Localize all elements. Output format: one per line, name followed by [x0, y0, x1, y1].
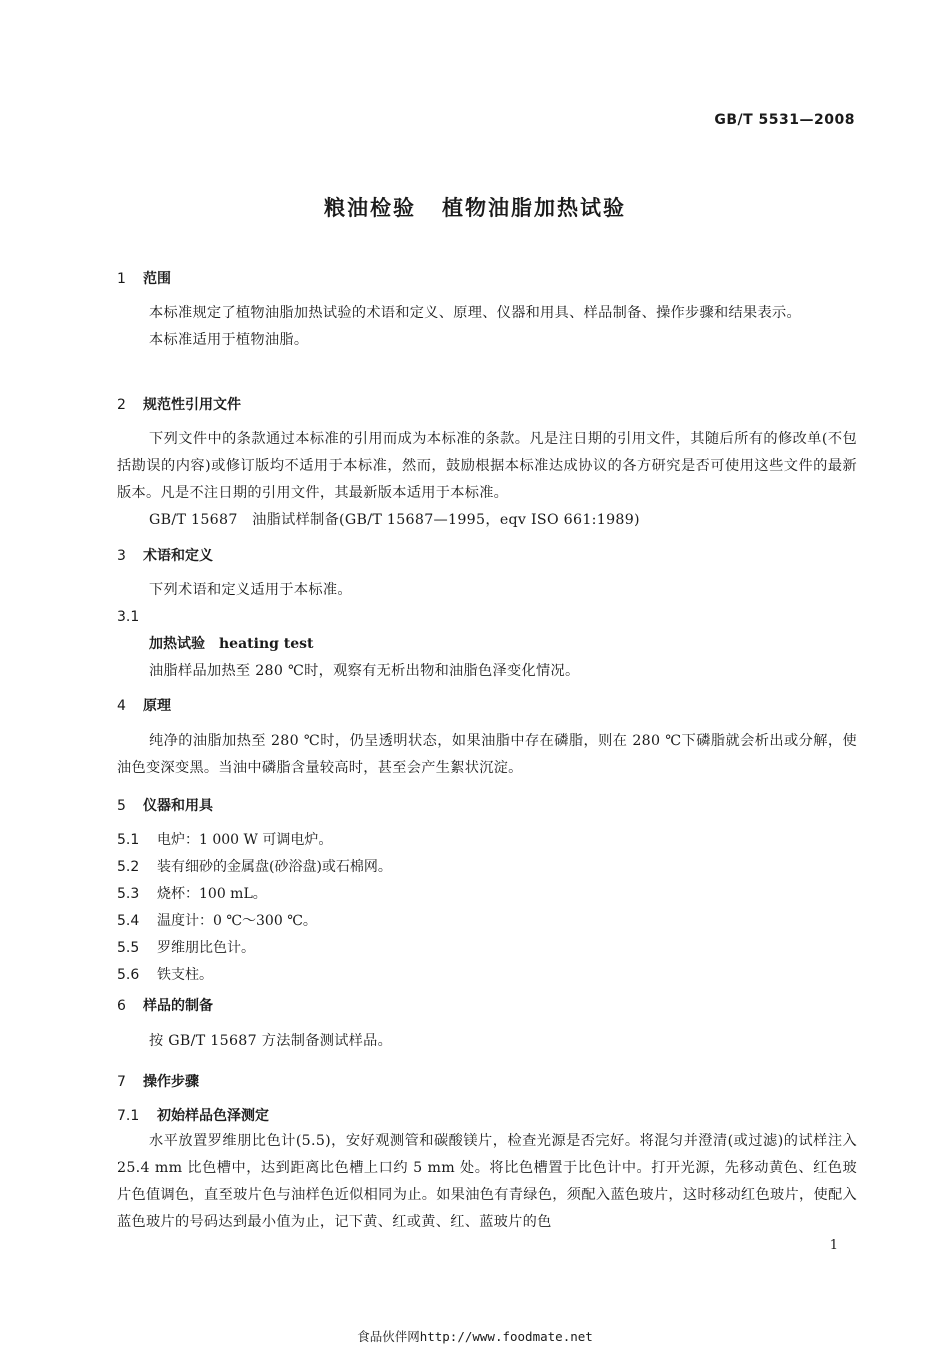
- section-5-list: [117, 827, 857, 989]
- section-3-body: [117, 577, 857, 685]
- list-item: 5.1 电炉：1 000 W 可调电炉。: [117, 832, 333, 848]
- paragraph: 按 GB/T 15687 方法制备测试样品。: [149, 1033, 393, 1049]
- subsection-heading: 7.1 初始样品色泽测定: [117, 1108, 269, 1124]
- paragraph: 下列术语和定义适用于本标准。: [149, 582, 352, 598]
- paragraph: 下列文件中的条款通过本标准的引用而成为本标准的条款。凡是注日期的引用文件，其随后所有的修改单(不包括勘误的内容)或修订版均不适用于本标准，然而，鼓励根据本标准达成协议的各方研究是否可使用这些文件的最新版本。凡是不注日期的引用文件，其最新版本适用于本标准。: [117, 431, 857, 501]
- footer-watermark: 食品伙伴网http://www.foodmate.net: [357, 1329, 593, 1344]
- list-item: 5.6 铁支柱。: [117, 967, 213, 983]
- section-2: [117, 394, 857, 414]
- section-heading: 1 范围: [117, 271, 171, 287]
- section-7: [117, 1071, 857, 1091]
- section-heading: 7 操作步骤: [117, 1074, 199, 1090]
- list-item: 5.4 温度计：0 ℃～300 ℃。: [117, 913, 317, 929]
- section-5: [117, 795, 857, 815]
- section-4: [117, 695, 857, 715]
- section-heading: 5 仪器和用具: [117, 798, 213, 814]
- section-6: [117, 995, 857, 1015]
- section-heading: 2 规范性引用文件: [117, 397, 241, 413]
- term: [117, 631, 857, 658]
- paragraph: 水平放置罗维朋比色计(5.5)，安好观测管和碳酸镁片，检查光源是否完好。将混匀并澄清(或过滤)的试样注入 25.4 mm 比色槽中，达到距离比色槽上口约 5 mm 处。将比色槽置于比色计中。打开光源，先移动黄色、红色玻片色值调色，直至玻片色与油样色近似相同为止。如果油色有青绿色，须配入蓝色玻片，这时移动红色玻片，使配入蓝色玻片的号码达到最小值为止，记下黄、红或黄、红、蓝玻片的色: [117, 1133, 857, 1230]
- section-1-body: [117, 300, 857, 354]
- page-number: 1: [829, 1238, 838, 1253]
- list-item: 5.5 罗维朋比色计。: [117, 940, 255, 956]
- paragraph: 纯净的油脂加热至 280 ℃时，仍呈透明状态，如果油脂中存在磷脂，则在 280 ℃下磷脂就会析出或分解，使油色变深变黑。当油中磷脂含量较高时，甚至会产生絮状沉淀。: [117, 733, 857, 776]
- standard-code: GB/T 5531—2008: [714, 112, 855, 128]
- section-6-body: [117, 1028, 857, 1055]
- section-heading: 4 原理: [117, 698, 171, 714]
- paragraph: 本标准适用于植物油脂。: [149, 332, 309, 348]
- section-heading: 3 术语和定义: [117, 548, 213, 564]
- list-item: 5.2 装有细砂的金属盘(砂浴盘)或石棉网。: [117, 859, 392, 875]
- page-title: [0, 192, 950, 222]
- title-part-1: 粮油检验: [324, 196, 416, 220]
- list-item: 5.3 烧杯：100 mL。: [117, 886, 267, 902]
- section-7-body: [117, 1104, 857, 1236]
- term-en: heating test: [219, 636, 314, 652]
- title-part-2: 植物油脂加热试验: [442, 196, 626, 220]
- term-definition: 油脂样品加热至 280 ℃时，观察有无析出物和油脂色泽变化情况。: [149, 663, 580, 679]
- section-4-body: [117, 728, 857, 782]
- term-number: 3.1: [117, 609, 140, 625]
- term-cn: 加热试验: [149, 636, 205, 652]
- section-heading: 6 样品的制备: [117, 998, 213, 1014]
- section-2-body: [117, 426, 857, 534]
- paragraph: 本标准规定了植物油脂加热试验的术语和定义、原理、仪器和用具、样品制备、操作步骤和结果表示。: [149, 305, 801, 321]
- section-3: [117, 545, 857, 565]
- section-1: [117, 268, 857, 288]
- normative-reference: GB/T 15687 油脂试样制备(GB/T 15687—1995，eqv ISO 661:1989): [149, 512, 640, 528]
